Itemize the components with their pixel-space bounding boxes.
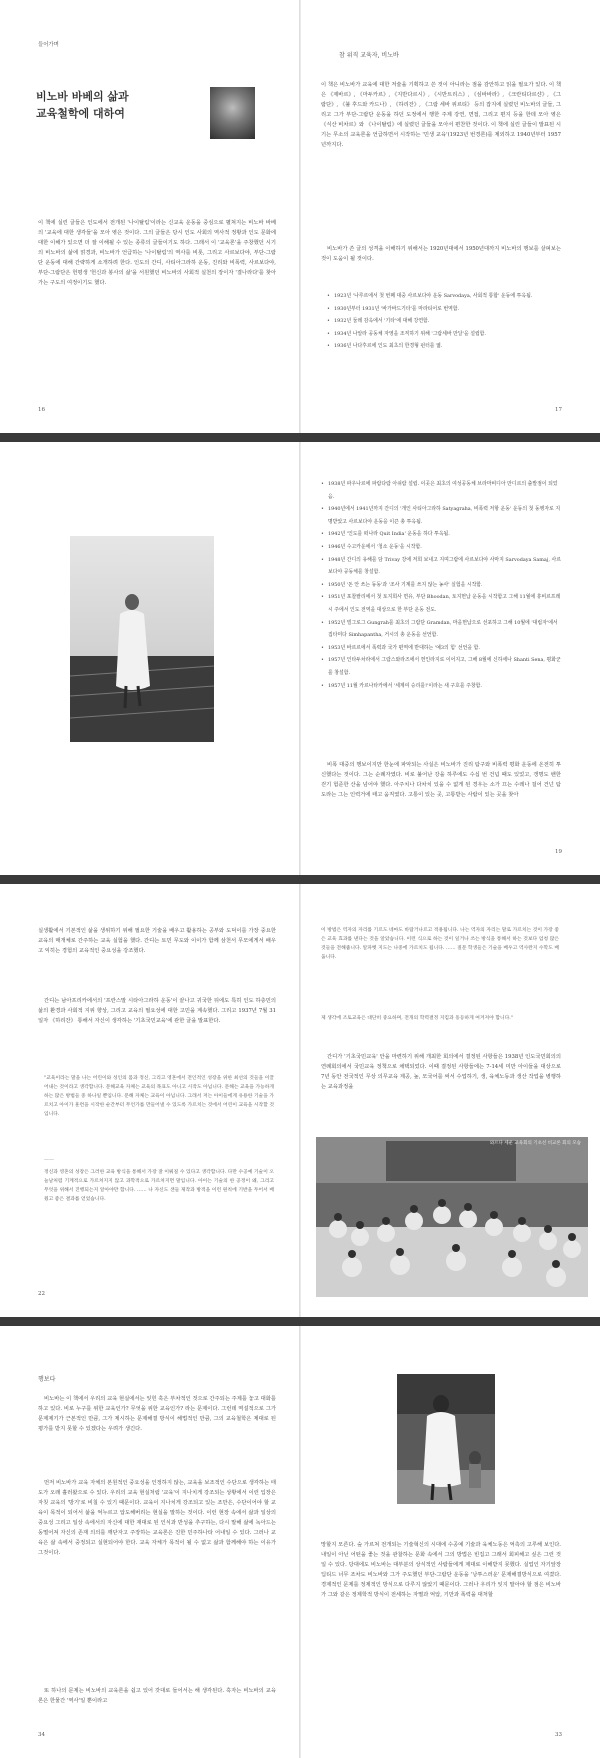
timeline-item: • 1942년 '인도를 떠나라 Quit India' 운동을 하다 투옥됨. xyxy=(321,528,561,541)
page-number: 22 xyxy=(38,1291,45,1297)
page-number: 16 xyxy=(38,407,45,413)
quote-text: 정신과 영혼의 성장은 그러한 교육 방식을 통해서 가장 잘 이뤄질 수 있다고 생각합니다. 다만 수공예 기술이 오늘날처럼 기계적으로 가르쳐지지 않고 과학적으로 가르쳐지면 말입니다. 아이는 기술의 한 공정이 왜, 그리고 무엇을 위해서 진행되는지 알아야만 합니다. …… 나 자신도 샌들 제작과 방적을 이런 원칙에 기반을 두어서 배웠고 좋은 결과를 얻었습니다. xyxy=(44,1170,274,1202)
page-17 xyxy=(301,0,600,433)
timeline-list xyxy=(321,478,561,692)
page-number: 17 xyxy=(555,407,562,413)
body-text: 간디는 남아프리카에서의 '프란스말 시타아그라하 운동'이 끝나고 귀국한 뒤에도 특히 인도 하층민의 삶의 환경과 사회적 지위 향상, 그리고 교육의 필요성에 대한 고민을 계속했다. 그리고 1937년 7월 31일자 《하리잔》 통해서 자신이 생각하는 '기초국민교육'에 관한 글을 발표한다. xyxy=(38,998,276,1024)
spread-pages-22-23 xyxy=(0,884,600,1317)
body-text: 간디가 '기초국민교육' 안을 마련하기 위해 개최한 회의에서 결정된 사항들은 1938년 인도국민회의의 연례회의에서 국민교육 정책으로 채택되었다. 이때 결정된 사항들에는 7-14세 미만 아이들을 대상으로 7년 동안 전국적인 무상 의무교육 제공, 높, 모국어를 써서 수업하기, 생, 육체노동과 생산 작업을 병행하는 교육과정을 xyxy=(321,1054,561,1090)
running-head: 들어가며 xyxy=(38,42,59,48)
body-text: 망할지 모른다. 숲 가르쳐 전개되는 기술혁신의 시대에 수공예 기술과 육체노동은 억측의 고루해 보인다. 내일이 아닌 어떤을 좋는 것을 관찰하는 문화 속에서 그의 방법은 빈집고 그래서 회피해고 싶은 그런 것일 수 있다. 당대에도 비노바는 대부분의 상식적인 사람들에게 제대로 이해받지 못했다. 실업인 자기앞장 딥티드 너무 조차도 비노바와 그가 주도했던 부단-그람단 운동을 '낭투스러운' 문제해결방식으로 여겼다. 경제적인 문제를 정제적인 방식으로 다루지 않았기 때문이다. 그러나 우리가 잊지 말아야 할 점은 비노바가 그와 같은 정제학적 방식이 전세하는 자멸과 억압, 기만과 폭력을 대처할 xyxy=(321,1542,561,1598)
timeline-item: • 1953년 바르르에서 폭력과 국가 편역에 반대하는 '예3의 힘' 선언을 함. xyxy=(321,642,561,655)
body-text: 이 책은 비노바가 교육에 대한 저술을 기획하고 쓴 것이 아니라는 점을 감안하고 읽을 필요가 있다. 이 책은 《제바르》, 《마두카르》, 《지반다르시》, 《시반트리스》, 《심바바라》, 《크란티다르샨》, 《그람단》, 《불 후드와 카드나》, 《하리잔》, 《그람 세바 위르티》 등의 잡지에 실렸던 비노바의 글들, 그리고 그가 부단-그람단 운동을 하던 도정에서 행한 주제 강연, 면접, 그리고 편지 등을 한데 모아 엮은 《식산 비차르》와 《나이탈림》에 실렸던 글들을 모아서 편찬한 것이다. 이 책에 실린 글들이 발표된 시기는 무소의 교육론을 언급하면서 시작하는 '민생 교육'(1923년 번경론)를 제외하고 1940년부터 1957년까지다. xyxy=(321,82,561,148)
page-number: 19 xyxy=(555,849,562,855)
page-19 xyxy=(301,442,600,875)
section-heading: 참 위직 교육자, 비노바 xyxy=(339,52,399,59)
page-16 xyxy=(0,0,299,433)
timeline-item: • 1940년에서 1941년까지 간디의 '개인 사티아그라하 Satyagraha, 비폭력 저항 운동' 운동의 첫 동행자로 지명받았고 사르보다야 운동을 이끈 총 투옥됨. xyxy=(321,503,561,528)
spread-pages-16-17 xyxy=(0,0,600,433)
timeline-item: • 1952년 빌그로그 Gungrah를 최초의 그람단 Gramdan, 마을헌납으로 선포하고 그해 10월에 '대립자'에서 집타미다 Simhapantha, 거시의 총 운동을 선언함. xyxy=(321,617,561,642)
body-text: 또 하나의 문제는 비노바의 교육론을 쉽고 있어 갓대로 들어서는 해 생각된다. 혹자는 비노바의 교육론은 한물간 '역사'일 뿐이라고 xyxy=(38,1688,276,1704)
timeline-item: • 1923년 '나루르에서 첫 번째 대중 사르보다야 운동 Sarvodaya, 사회적 통합' 운동에 투옥됨. xyxy=(327,290,561,303)
body-text: 먼저 비노바가 교육 자체의 본원적인 중요성을 인정하지 않는, 교육을 보조적인 수단으로 생각하는 태도가 오래 흘러왔으로 수 있다. 우리의 교육 현실처럼 '교육'이 지나치게 강조되는 상황에서 이런 입장은 자칫 교육의 '방기'로 비칠 수 있기 때문이다. 교육이 지나치게 강조되고 있는 조만은, 수단이어야 할 교육이 목적이 되어서 삶을 억누르고 압도해버리는 현실을 말하는 것이다. 이런 현장 속에서 삶과 일상의 중요성 그리고 일상 속에서의 자신에 대한 재대로 된 인식과 반성을 추구하는, 다시 말해 삶에 녹아드는 동떨어져 자신의 존재 의의를 깨닫자고 주장하는 교육론은 진한 민주하나타 어내일 수 있다. 그러나 교육은 삶 속에서 중정되고 실현되어야 한다. 교육 자체가 목적이 될 수 없고 삶과 함께해야 하는 이유가 그것이다. xyxy=(38,1480,276,1556)
vinoba-walking-photo xyxy=(70,536,214,742)
photo-caption: 와르다 세운 교육회의 기초선 비교론 회의 모습 xyxy=(489,1141,581,1146)
body-text: 실생활에서 기본적인 삶을 생위하기 위해 필요한 기술을 배우고 활용하는 공부와 도덕이를 가장 중요한 교육의 매개체로 간주하는 교육 실험을 했다. 간디는 토민 무도와 이이가 함께 삼천서 무모에게서 배우고 익히는 경험의 교육적인 중요성을 강조했다. xyxy=(38,928,276,954)
section-heading: 행보다 xyxy=(38,1376,56,1383)
page-number: 33 xyxy=(555,1732,562,1738)
vinoba-standing-photo xyxy=(397,1374,495,1504)
timeline-item: • 1957년 11월 카르나타카에서 '세계여 승리를!'이라는 새 구호를 주창함. xyxy=(321,680,561,693)
vinoba-portrait-photo xyxy=(210,87,255,139)
spread-pages-18-19 xyxy=(0,442,600,875)
timeline-item: • 1936년 나다후르에 인도 최초의 한경형 펀터를 엶. xyxy=(327,340,561,353)
timeline-item: • 1938년 파우나르에 파람다람 아쉬람 설립. 이곳은 최초의 여성공동체 브라마비디아 만디르의 출발점이 되었음. xyxy=(321,478,561,503)
timeline-item: • 1948년 간디의 유해를 담 Trivay 강에 저희 보내고 지며그람에 사르보다야 사마지 Sarvodaya Samaj, 사르보다야 공동체를 창설함. xyxy=(321,554,561,579)
timeline-list xyxy=(327,290,561,353)
timeline-item: • 1957년 인타두차라에서 그람스와라즈에서 헌인라지로 이어지고, 그해 8월에 신하세나 Shanti Sena, 평화군 를 창설함. xyxy=(321,654,561,679)
timeline-item: • 1932년 둘레 감옥에서 '기타'에 대해 강연함. xyxy=(327,315,561,328)
timeline-item: • 1930년부터 1931년 '바가바드기타'를 마라티어로 번역함. xyxy=(327,303,561,316)
chapter-title-line1: 비노바 바베의 삶과 xyxy=(36,90,129,103)
page-18 xyxy=(0,442,299,875)
timeline-item: • 1950년 '돈 안 쓰는 동동'과 '조사 기계를 쓰지 않는 농사' 실험을 시작함. xyxy=(321,579,561,592)
body-text: 비노바는 이 책에서 우리의 교육 현실에서는 잊힌 혹은 부차적인 것으로 간주되는 주제를 놓고 대화를 하고 있다. 비로 누구를 위한 교육인가? 무엇을 위한 교육인가? 라는 문제이다. 그런데 역설적으로 그가 문제제기가 근본적인 만큼, 그가 제시하는 문제해결 방식이 해법적인 만큼, 그의 교육철학은 제대로 된 평가를 받지 못할 수 있겠다는 우려가 생긴다. xyxy=(38,1396,276,1432)
chapter-title-line2: 교육철학에 대하여 xyxy=(36,107,125,120)
timeline-item: • 1951년 포찰팔리에서 첫 토지희사 면유, 부단 Bhoodan, 토지헌납 운동을 시작함고 그해 11월에 휴비르프레시 주에서 인도 전역을 대상으로 한 부단 운동 전도. xyxy=(321,591,561,616)
timeline-item: • 1934년 나알라 공동체 자영을 조직하기 위해 '그람세바 만달'을 설립함. xyxy=(327,328,561,341)
quote-text: "교육이라는 말을 나는 어린이와 성인의 몸과 정신, 그리고 영혼에서 전인적인 성장을 위한 최선의 것들을 이끌어내는 것이라고 생각합니다. 문해교육 자체는 교육의 목표도 아니고 시작도 아닙니다. 문해는 교육을 가능하게 하는 많은 방법들 중 하나일 뿐입니다. 문해 자체는 교육이 아닙니다. 그래서 저는 아이들에게 유용한 기술을 가르치고 아이가 훈련을 시작한 순간부터 무언가를 만들어낼 수 있도록 가르치는 것에서 어린이 교육을 시작할 것입니다. xyxy=(44,1076,274,1117)
page-33 xyxy=(301,1326,600,1758)
body-text: 비폭 대중의 행보이지만 한눈에 파악되는 사실은 비노바가 진리 탐구와 비폭력 평화 운동에 온전히 투신했다는 것이다. 그는 순례자였다. 비로 불어난 강을 하루에도 수십 번 건넙 때도 있었고, 갱명도 밴한 걷기 험준한 산을 넘어야 했다. 아주치나 다차치 있을 수 없게 된 경우는 소가 끄는 수레나 걸어 건넌 탐도라는 그는 인력거에 태고 움직였다. 고통이 있는 곳, 고통받는 사람이 있는 곳을 찾아 xyxy=(321,762,561,798)
page-22 xyxy=(0,884,299,1317)
quote-text: 제 생각에 조토교육은 대단히 중요하며, 전개의 학력결정 지킴과 동등하게 여겨져야 합니다." xyxy=(321,1016,513,1021)
body-text: 이 책에 실린 글들은 인도에서 전개된 '나이탈림'이라는 신교육 운동을 중심으로 펼쳐지는 비노바 바베의 '교육에 대한 생각들'을 모아 엮은 것이다. 그의 글들은 당시 인도 사회의 역사적 정황과 인도 문화에 대한 이해가 있으면 더 잘 이해될 수 있는 종류의 글들이기도 하다. 그래서 이 '교육론'을 주창했던 시기의 비노바의 삶에 얽경과, 비노바가 언급하는 '나이탈림'의 역사를 비롯, 그리고 사르보다야, 부단-그람단 운동에 대해 간략하게 소개하려 한다. 인도의 간디, 사티아그라하 운동, 진리와 비폭력, 사르보다야, 부단-그람단은 헌평생 '헌신과 봉사의 삶'을 서원했던 비노바의 사회적 실천의 장이자 '결나라다'를 찾아가는 구도의 여정이기도 했다. xyxy=(38,220,276,286)
spread-pages-34-33 xyxy=(0,1326,600,1758)
chapter-title xyxy=(36,88,196,122)
page-34 xyxy=(0,1326,299,1758)
timeline-item: • 1946년 수고카운에서 '청소 운동'을 시작함. xyxy=(321,541,561,554)
quote-text: 이 방법은 역자의 자리를 기르도 네마도 바랍거나르고 적용됩니다. 나는 역자의 자리는 말로 가르치는 것이 가장 좋은 교육 효과를 낸다는 것을 알았습니다. 이런 식으로 하는 것이 일거나 쓰는 방식을 통해서 하는 것보다 엄청 많은 것들을 전해줍니다. 알파벳 지도는 나중에 가르치도 됩니다. …… 질문 학생들은 기술을 배우고 역사완지 수학도 배웁니다. xyxy=(321,928,559,960)
body-text: 비노바가 쓴 글의 성격을 이해하기 위해서는 1920년대에서 1950년대까지 비노바의 행보를 살펴보는 것이 도움이 될 것이다. xyxy=(321,246,561,262)
quote-separator: —— xyxy=(44,1157,54,1163)
page-23 xyxy=(301,884,600,1317)
page-number: 34 xyxy=(38,1732,45,1738)
education-meeting-photo xyxy=(316,1137,588,1297)
